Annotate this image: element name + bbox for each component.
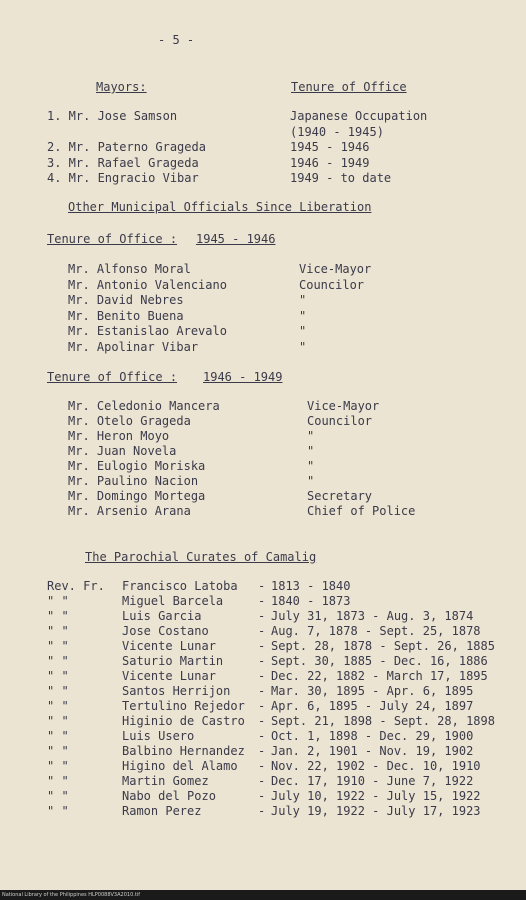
curate-dash: - (258, 789, 266, 803)
curate-dash: - (258, 729, 266, 743)
curate-title: " " (47, 774, 69, 788)
period1-row (0, 340, 526, 355)
period2-row (0, 414, 526, 429)
page-number: - 5 - (158, 33, 195, 47)
curate-dates: Jan. 2, 1901 - Nov. 19, 1902 (271, 744, 474, 758)
curate-dates: Aug. 7, 1878 - Sept. 25, 1878 (271, 624, 481, 638)
curate-name: Saturio Martin (122, 654, 224, 668)
curate-title: " " (47, 669, 69, 683)
curate-dates: 1840 - 1873 (271, 594, 351, 608)
official-name: Mr. Apolinar Vibar (68, 339, 199, 354)
period1-row (0, 324, 526, 339)
mayor-name: 2. Mr. Paterno Grageda (47, 140, 206, 154)
curate-name: Martin Gomez (122, 774, 209, 788)
curates-row (0, 594, 526, 609)
official-name: Mr. Antonio Valenciano (68, 277, 227, 292)
official-position: Councilor (299, 277, 365, 292)
official-name: Mr. Paulino Nacion (68, 474, 199, 488)
curate-title: " " (47, 699, 69, 713)
period2-row (0, 429, 526, 444)
official-name: Mr. Arsenio Arana (68, 504, 191, 518)
curate-title: " " (47, 624, 69, 638)
curate-name: Higinio de Castro (122, 714, 245, 728)
period2-row (0, 444, 526, 459)
period2-years: 1946 - 1949 (203, 370, 283, 384)
official-name: Mr. Alfonso Moral (68, 262, 191, 276)
official-name: Mr. David Nebres (68, 293, 184, 307)
curates-row (0, 804, 526, 819)
curate-dash: - (258, 699, 266, 713)
curate-name: Santos Herrijon (122, 684, 231, 698)
mayor-tenure: 1945 - 1946 (290, 140, 370, 154)
period1-row (0, 309, 526, 324)
tenure-heading: Tenure of Office (291, 80, 407, 94)
curate-dates: Apr. 6, 1895 - July 24, 1897 (271, 699, 474, 713)
curate-name: Jose Costano (122, 624, 209, 638)
curate-dates: Mar. 30, 1895 - Apr. 6, 1895 (271, 684, 474, 698)
curates-row (0, 609, 526, 624)
curate-title: Rev. Fr. (47, 579, 105, 593)
curates-row (0, 759, 526, 774)
curates-heading: The Parochial Curates of Camalig (85, 550, 317, 564)
period2-label: Tenure of Office : (47, 370, 178, 384)
official-name: Mr. Heron Moyo (68, 429, 170, 443)
curate-dash: - (258, 684, 266, 698)
official-position: Councilor (307, 414, 373, 428)
official-position: " (299, 324, 307, 338)
period1-row (0, 262, 526, 277)
mayor-tenure: 1946 - 1949 (290, 155, 370, 170)
curate-name: Francisco Latoba (122, 579, 238, 593)
official-name: Mr. Eulogio Moriska (68, 459, 206, 473)
curate-name: Vicente Lunar (122, 669, 216, 683)
mayors-row (0, 156, 526, 171)
curate-dates: Sept. 30, 1885 - Dec. 16, 1886 (271, 654, 488, 668)
curates-row (0, 579, 526, 594)
official-position: " (299, 339, 307, 354)
period2-row (0, 399, 526, 414)
mayors-heading: Mayors: (96, 80, 147, 94)
curate-title: " " (47, 684, 69, 698)
curate-name: Nabo del Pozo (122, 789, 216, 803)
curate-dash: - (258, 609, 266, 623)
official-position: Secretary (307, 489, 373, 503)
curates-row (0, 729, 526, 744)
official-position: " (299, 308, 307, 323)
officials-heading: Other Municipal Officials Since Liberation (68, 200, 372, 214)
curates-row (0, 699, 526, 714)
official-name: Mr. Estanislao Arevalo (68, 324, 227, 338)
curate-dash: - (258, 669, 266, 683)
mayors-row (0, 171, 526, 186)
mayors-row (0, 125, 526, 140)
period2-row (0, 459, 526, 474)
curates-row (0, 789, 526, 804)
curate-dash: - (258, 759, 266, 773)
mayor-name: 3. Mr. Rafael Grageda (47, 155, 199, 170)
curate-title: " " (47, 744, 69, 758)
period1-row (0, 293, 526, 308)
curates-row (0, 774, 526, 789)
official-position: Vice-Mayor (307, 399, 380, 413)
curate-dash: - (258, 594, 266, 608)
official-name: Mr. Benito Buena (68, 308, 184, 323)
curates-row (0, 684, 526, 699)
curate-dash: - (258, 744, 266, 758)
official-position: Chief of Police (307, 504, 416, 518)
curate-dates: Sept. 21, 1898 - Sept. 28, 1898 (271, 714, 495, 728)
official-position: " (299, 293, 307, 307)
curate-dates: 1813 - 1840 (271, 579, 351, 593)
mayor-tenure: Japanese Occupation (290, 109, 428, 123)
curate-dates: Oct. 1, 1898 - Dec. 29, 1900 (271, 729, 474, 743)
official-name: Mr. Otelo Grageda (68, 414, 191, 428)
curates-row (0, 624, 526, 639)
period2-row (0, 489, 526, 504)
curate-name: Higino del Alamo (122, 759, 238, 773)
curate-dash: - (258, 639, 266, 653)
official-position: " (307, 474, 315, 488)
curate-dates: July 10, 1922 - July 15, 1922 (271, 789, 481, 803)
curate-name: Miguel Barcela (122, 594, 224, 608)
curate-name: Luis Garcia (122, 609, 202, 623)
period2-row (0, 474, 526, 489)
curate-title: " " (47, 804, 69, 818)
curate-title: " " (47, 654, 69, 668)
curate-dash: - (258, 714, 266, 728)
mayor-name: 1. Mr. Jose Samson (47, 109, 178, 123)
period1-label: Tenure of Office : (47, 232, 178, 246)
curate-title: " " (47, 594, 69, 608)
curate-name: Luis Usero (122, 729, 195, 743)
curate-dates: Sept. 28, 1878 - Sept. 26, 1885 (271, 639, 495, 653)
curate-dates: Dec. 22, 1882 - March 17, 1895 (271, 669, 488, 683)
curate-title: " " (47, 639, 69, 653)
curate-dates: Nov. 22, 1902 - Dec. 10, 1910 (271, 759, 481, 773)
curates-row (0, 654, 526, 669)
official-position: " (307, 429, 315, 443)
official-position: " (307, 444, 315, 458)
curate-title: " " (47, 789, 69, 803)
curate-dash: - (258, 654, 266, 668)
official-position: Vice-Mayor (299, 262, 372, 276)
curate-title: " " (47, 714, 69, 728)
curate-dash: - (258, 804, 266, 818)
period1-row (0, 278, 526, 293)
curate-dash: - (258, 774, 266, 788)
curate-dash: - (258, 624, 266, 638)
curate-dates: July 31, 1873 - Aug. 3, 1874 (271, 609, 474, 623)
scan-footer: National Library of the Philippines HLP0088V3A2010.tif (0, 890, 526, 900)
curate-dash: - (258, 579, 266, 593)
curate-name: Tertulino Rejedor (122, 699, 245, 713)
period1-years: 1945 - 1946 (196, 232, 276, 246)
mayor-name: 4. Mr. Engracio Vibar (47, 171, 199, 185)
curate-dates: Dec. 17, 1910 - June 7, 1922 (271, 774, 474, 788)
curates-row (0, 744, 526, 759)
curates-row (0, 669, 526, 684)
official-name: Mr. Juan Novela (68, 444, 177, 458)
curate-name: Ramon Perez (122, 804, 202, 818)
curate-title: " " (47, 759, 69, 773)
curates-row (0, 639, 526, 654)
curate-name: Balbino Hernandez (122, 744, 245, 758)
official-name: Mr. Celedonio Mancera (68, 399, 220, 413)
curate-dates: July 19, 1922 - July 17, 1923 (271, 804, 481, 818)
official-position: " (307, 459, 315, 473)
mayors-row (0, 140, 526, 155)
mayor-tenure: 1949 - to date (290, 171, 392, 185)
curate-title: " " (47, 609, 69, 623)
mayors-row (0, 109, 526, 124)
period2-row (0, 504, 526, 519)
curate-name: Vicente Lunar (122, 639, 216, 653)
curate-title: " " (47, 729, 69, 743)
mayor-tenure: (1940 - 1945) (290, 124, 384, 139)
curates-row (0, 714, 526, 729)
official-name: Mr. Domingo Mortega (68, 489, 206, 503)
